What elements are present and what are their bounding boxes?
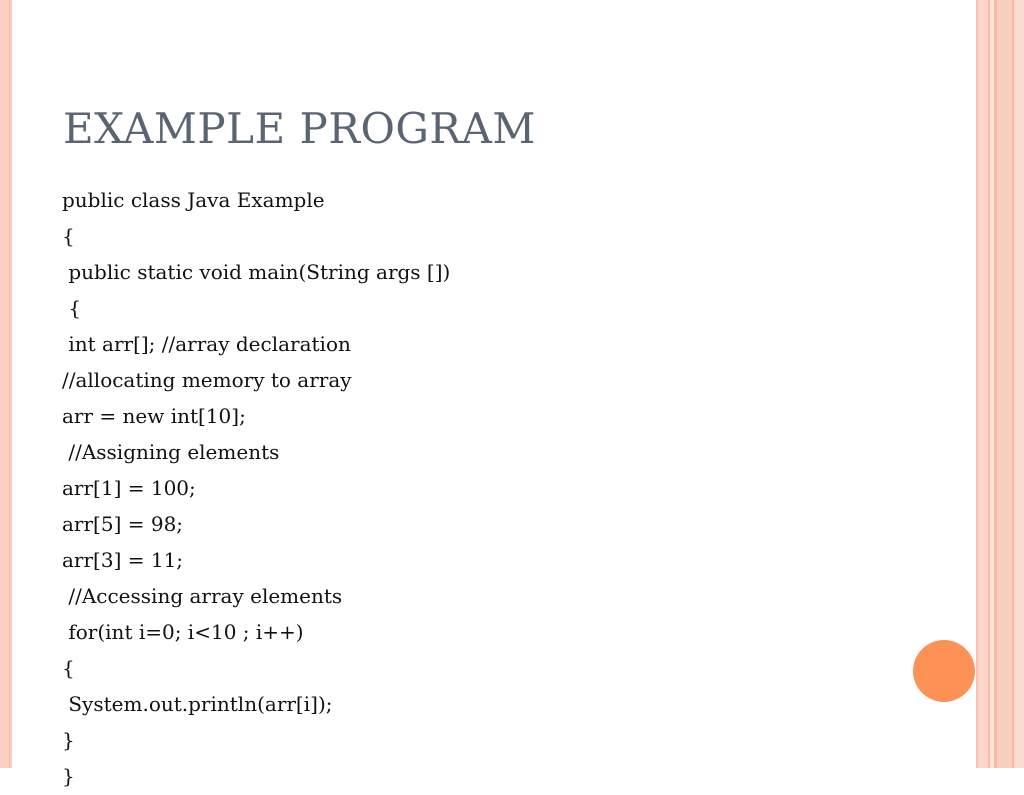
code-line: System.out.println(arr[i]); (62, 692, 333, 716)
right-border-band (978, 0, 988, 768)
accent-circle (913, 640, 975, 702)
left-border-stripe (0, 0, 12, 768)
slide-title: EXAMPLE PROGRAM (63, 104, 536, 153)
code-line: public static void main(String args []) (62, 260, 451, 284)
code-line: arr = new int[10]; (62, 404, 246, 428)
code-line: { (62, 656, 75, 680)
right-border-band (997, 0, 1012, 768)
code-line: arr[3] = 11; (62, 548, 184, 572)
code-line: { (62, 296, 82, 320)
code-line: } (62, 764, 75, 788)
code-line: { (62, 224, 75, 248)
code-line: } (62, 728, 75, 752)
code-line: for(int i=0; i<10 ; i++) (62, 620, 304, 644)
right-border-band (1014, 0, 1024, 768)
code-listing (62, 183, 450, 795)
code-line: //Assigning elements (62, 440, 280, 464)
code-line: //allocating memory to array (62, 368, 352, 392)
code-line: arr[5] = 98; (62, 512, 184, 536)
code-line: int arr[]; //array declaration (62, 332, 351, 356)
code-line: arr[1] = 100; (62, 476, 196, 500)
code-line: public class Java Example (62, 188, 325, 212)
left-border-line (9, 0, 10, 768)
code-line: //Accessing array elements (62, 584, 343, 608)
